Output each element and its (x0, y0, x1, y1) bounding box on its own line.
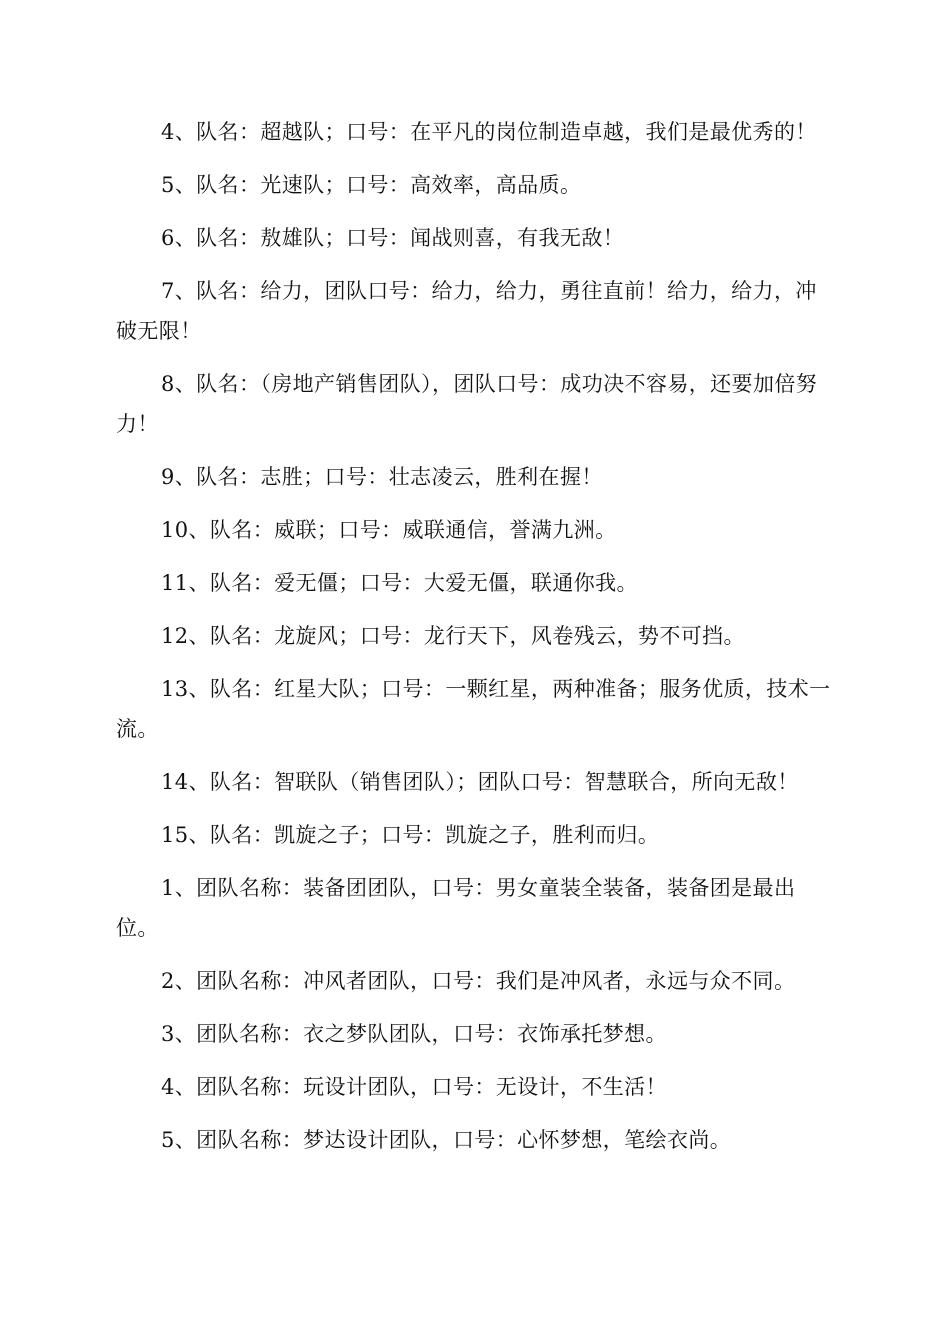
paragraph: 13、队名：红星大队；口号：一颗红星，两种准备；服务优质，技术一流。 (116, 677, 831, 741)
paragraph: 9、队名：志胜；口号：壮志凌云，胜利在握！ (161, 465, 603, 489)
paragraph: 14、队名：智联队（销售团队）；团队口号：智慧联合，所向无敌！ (161, 770, 799, 794)
document-body (116, 112, 833, 1173)
paragraph: 6、队名：敖雄队；口号：闻战则喜，有我无敌！ (161, 226, 625, 250)
paragraph: 1、团队名称：装备团团队，口号：男女童装全装备，装备团是最出位。 (116, 876, 796, 940)
paragraph: 10、队名：威联；口号：威联通信，誉满九洲。 (161, 518, 617, 542)
paragraph: 7、队名：给力，团队口号：给力，给力，勇往直前！给力，给力，冲破无限！ (116, 279, 817, 343)
paragraph: 3、团队名称：衣之梦队团队，口号：衣饰承托梦想。 (161, 1022, 667, 1046)
paragraph: 4、队名：超越队；口号：在平凡的岗位制造卓越，我们是最优秀的！ (161, 120, 817, 144)
paragraph: 12、队名：龙旋风；口号：龙行天下，风卷残云，势不可挡。 (161, 624, 745, 648)
paragraph: 15、队名：凯旋之子；口号：凯旋之子，胜利而归。 (161, 823, 660, 847)
paragraph: 11、队名：爱无僵；口号：大爱无僵，联通你我。 (161, 571, 638, 595)
paragraph: 4、团队名称：玩设计团队，口号：无设计，不生活！ (161, 1075, 667, 1099)
paragraph: 5、团队名称：梦达设计团队，口号：心怀梦想，笔绘衣尚。 (161, 1128, 732, 1152)
paragraph: 5、队名：光速队；口号：高效率，高品质。 (161, 173, 582, 197)
paragraph: 8、队名：（房地产销售团队），团队口号：成功决不容易，还要加倍努力！ (116, 372, 818, 436)
paragraph: 2、团队名称：冲风者团队，口号：我们是冲风者，永远与众不同。 (161, 969, 796, 993)
